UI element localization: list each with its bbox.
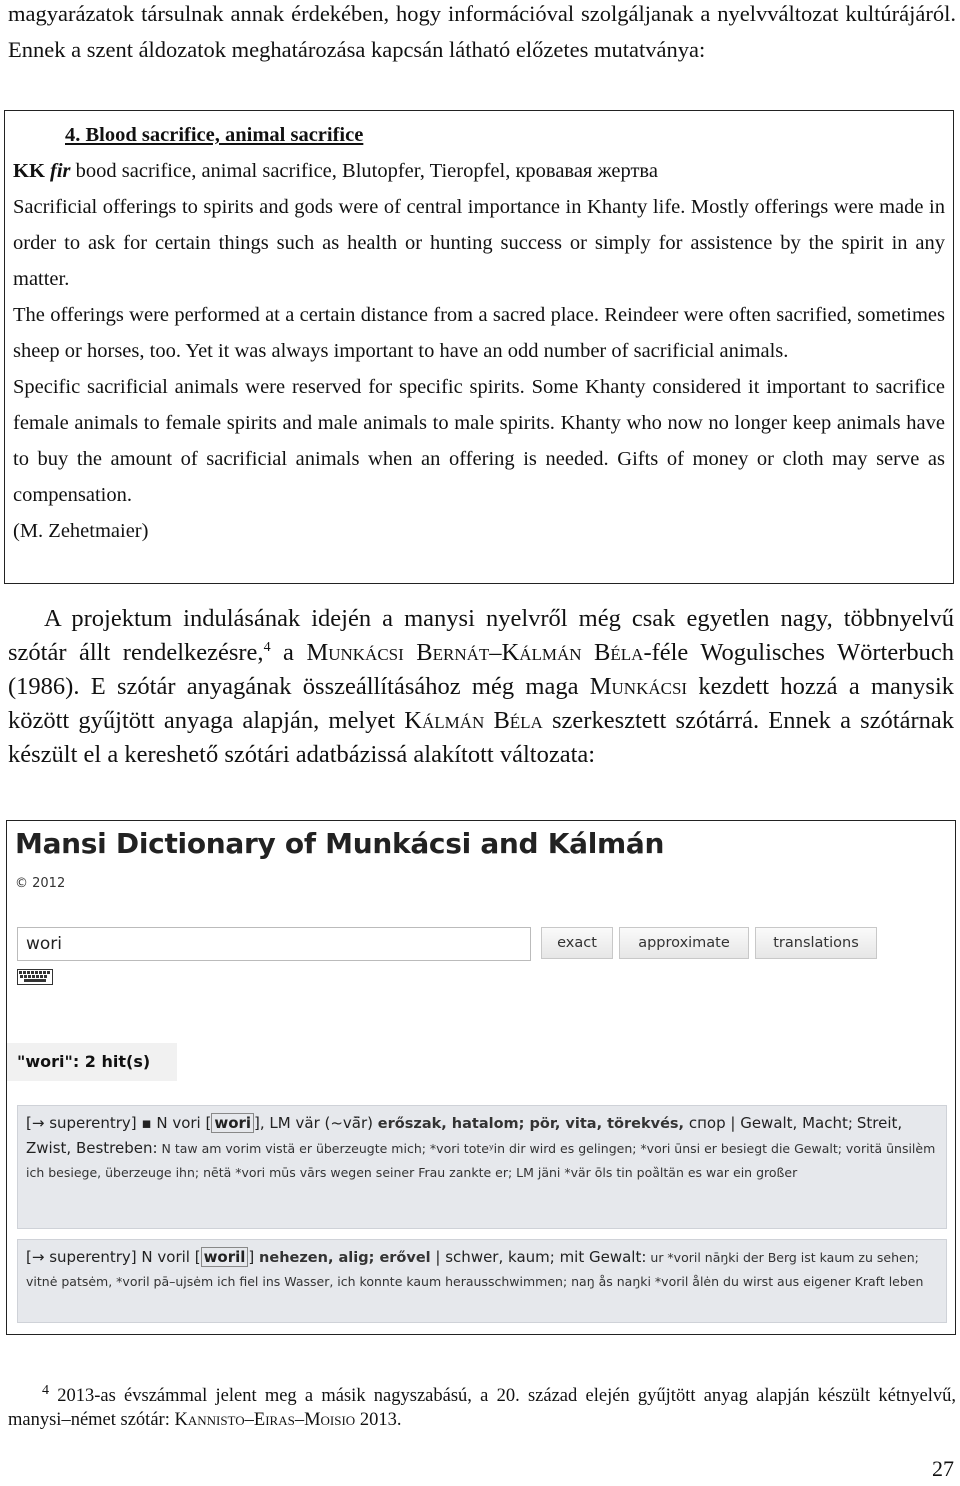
entry-paragraph-1: Sacrificial offerings to spirits and gods were of central importance in Khanty life. Mostly offerings were made in order to ask for certain things such as health or hunting success or simply for assistence by the spirit in any matter.	[13, 196, 945, 290]
arrow-right-icon[interactable]: →	[31, 1114, 45, 1132]
main-paragraph	[8, 602, 954, 772]
entry-author: (M. Zehetmaier)	[13, 520, 149, 542]
copyright: © 2012	[15, 876, 66, 891]
entry-paragraph-3: Specific sacrificial animals were reserved for specific spirits. Some Khanty considered it important to sacrifice female animals to female spirits and male animals to male spirits. Khanty who now no longer keep animals have to buy the amount of sacrificial animals when an offering is needed. Gifts of money or cloth may serve as compensation.	[13, 376, 945, 506]
footnote-text-1: 2013-as évszámmal jelent meg a másik nagyszabású, a 20. század elején gyűjtött anyag alapján készült kétnyelvű, manysi–német szótár:	[8, 1386, 956, 1430]
main-text-4: kezdett hozzá a manysik között gyűjtött anyaga alapján, melyet	[8, 673, 954, 734]
main-text-3: -féle Wogulisches Wörterbuch (1986). E szótár anyagának összeállításához még maga	[8, 639, 955, 700]
kk-label: KK	[13, 160, 45, 182]
author-name-1: Munkácsi Bernát–Kálmán Béla	[306, 639, 644, 666]
dictionary-screenshot	[6, 820, 956, 1335]
app-title: Mansi Dictionary of Munkácsi and Kálmán	[15, 827, 665, 860]
intro-paragraph	[8, 0, 956, 68]
headword: woril	[201, 1247, 249, 1267]
kk-translations: bood sacrifice, animal sacrifice, Blutopfer, Tieropfel, кровавая жертва	[70, 160, 658, 182]
result-entry-2[interactable]: [→ superentry] N voril [ woril ] nehezen, alig; erővel | schwer, kaum; mit Gewalt: ur *voril nāŋki der Berg ist kaum zu sehen; vitnė patsėm, *voril pā–ujsėm ich fiel ins Wasser, ich konnte kaum herausschwimmen; naŋ ås naŋki *voril ålėn du wirst aus eigener Kraft leben	[17, 1239, 947, 1323]
entry-headline	[13, 153, 945, 189]
footnote-authors: Kannisto–Eiras–Moisio	[174, 1410, 356, 1430]
approximate-button[interactable]: approximate	[619, 927, 749, 959]
translations-button[interactable]: translations	[755, 927, 877, 959]
intro-text: magyarázatok társulnak annak érdekében, hogy információval szolgáljanak a nyelvváltozat kultúrájáról. Ennek a szent áldozatok meghatározása kapcsán látható előzetes mutatványa:	[8, 1, 956, 62]
headword: wori	[211, 1113, 254, 1133]
page-number: 27	[932, 1456, 954, 1481]
hit-count: "wori": 2 hit(s)	[7, 1043, 177, 1081]
main-text-5: szerkesztett szótárrá. Ennek a szótárnak készült el a kereshető szótári adatbázissá alakított változata:	[8, 707, 954, 768]
author-name-3: Kálmán Béla	[404, 707, 543, 734]
entry-title: 4. Blood sacrifice, animal sacrifice	[65, 124, 364, 146]
footnote-mark: 4	[42, 1382, 49, 1398]
footnote-text-2: 2013.	[355, 1410, 402, 1430]
main-text-2: a	[270, 639, 307, 666]
bullet-icon: ▪	[141, 1114, 152, 1132]
main-text-1: A projektum indulásának idején a manysi nyelvről még csak egyetlen nagy, többnyelvű szótár állt rendelkezésre,	[8, 605, 954, 666]
sample-entry-box	[4, 110, 954, 584]
search-input[interactable]	[17, 927, 531, 961]
result-entry-1[interactable]: [→ superentry] ▪ N vori [ wori ], LM vär (~vā̈r) erőszak, hatalom; pör, vita, törekvés, спор | Gewalt, Macht; Streit, Zwist, Bestreben: N taw am vorim vistä er überzeugte mich; *vori toteʸin dir wird es gelingen; *vori ūnsi er besiegt die Gewalt; voritä ūnsilèm ich besiege, überzeuge ihn; nētä *vori mūs vārs wegen seiner Frau zankte er; LM jäni *vär ōls tin poȁltän es war ein großer	[17, 1105, 947, 1229]
kk-word: fir	[50, 160, 71, 182]
exact-button[interactable]: exact	[541, 927, 613, 959]
keyboard-icon[interactable]	[17, 969, 53, 985]
footnote-ref[interactable]: 4	[263, 639, 271, 655]
footnote	[8, 1384, 956, 1432]
arrow-right-icon[interactable]: →	[31, 1248, 45, 1266]
entry-paragraph-2: The offerings were performed at a certain distance from a sacred place. Reindeer were often sacrified, sometimes sheep or horses, too. Yet it was always important to have an odd number of sacrificial animals.	[13, 304, 945, 362]
author-name-2: Munkácsi	[589, 673, 688, 700]
